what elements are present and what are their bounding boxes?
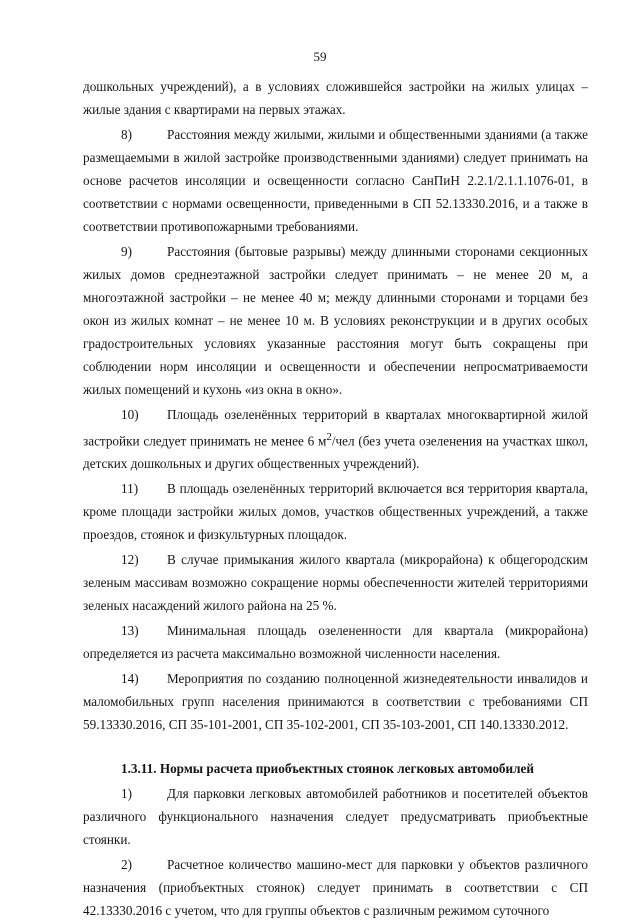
list-item-text-before: Площадь озеленённых территорий в кварталах многоквартирной жилой застройки следует принимать не менее 6 м	[83, 407, 588, 449]
section-list-item-1	[83, 782, 588, 851]
superscript: 2	[326, 431, 332, 443]
list-item-11	[83, 477, 588, 546]
list-item-number: 11)	[121, 481, 139, 497]
list-item-number: 1)	[121, 786, 132, 802]
list-item-number: 10)	[121, 407, 139, 422]
list-item-number: 13)	[121, 623, 139, 639]
list-item-9	[83, 240, 588, 401]
list-item-12	[83, 548, 588, 617]
list-item-number: 14)	[121, 671, 139, 687]
list-item-text: В случае примыкания жилого квартала (микрорайона) к общегородским зеленым массивам возможно сокращение нормы обеспеченности жителей территориями зеленых насаждений жилого района на 25 %.	[83, 552, 588, 614]
document-body	[83, 75, 588, 922]
continuation-paragraph: дошкольных учреждений), а в условиях сложившейся застройки на жилых улицах – жилые здания с квартирами на первых этажах.	[83, 79, 588, 117]
list-item-text: Для парковки легковых автомобилей работников и посетителей объектов различного функционального назначения следует предусматривать приобъектные стоянки.	[83, 786, 588, 848]
list-item-10	[83, 403, 588, 475]
list-item-number: 12)	[121, 552, 139, 568]
list-item-text: Расстояния между жилыми, жилыми и общественными зданиями (а также размещаемыми в жилой застройке производственными зданиями) следует принимать на основе расчетов инсоляции и освещенности согласно СанПиН 2.2.1/2.1.1.1076-01, в соответствии с нормами освещенности, приведенными в СП 52.13330.2016, и а также в соответствии противопожарными требованиями.	[83, 127, 588, 234]
section-heading: 1.3.11. Нормы расчета приобъектных стоянок легковых автомобилей	[121, 761, 534, 777]
list-item-text: Минимальная площадь озелененности для квартала (микрорайона) определяется из расчета максимально возможной численности населения.	[83, 623, 588, 662]
list-item-number: 9)	[121, 244, 132, 259]
list-item-number: 2)	[121, 857, 132, 873]
list-item-text: В площадь озеленённых территорий включается вся территория квартала, кроме площади застройки жилых домов, участков общественных учреждений, а также проездов, стоянок и физкультурных площадок.	[83, 481, 588, 543]
section-list-item-2	[83, 853, 588, 922]
list-item-14	[83, 667, 588, 736]
page-number: 59	[313, 49, 327, 64]
list-item-number: 8)	[121, 127, 132, 142]
list-item-text-after: /чел (без учета озеленения на участках школ, детских дошкольных и других общественных учреждений).	[83, 433, 588, 472]
list-item-13	[83, 619, 588, 665]
list-item-text: Расчетное количество машино-мест для парковки у объектов различного назначения (приобъектных стоянок) следует принимать в соответствии с СП 42.13330.2016 с учетом, что для группы объектов с различным режимом суточного	[83, 857, 588, 919]
list-item-text: Расстояния (бытовые разрывы) между длинными сторонами секционных жилых домов среднеэтажной застройки следует принимать – не менее 20 м, а многоэтажной застройки – не менее 40 м; между длинными сторонами и торцами без окон из жилых комнат – не менее 10 м. В условиях реконструкции и в других особых градостроительных условиях указанные расстояния могут быть сокращены при соблюдении норм инсоляции и освещенности и обеспечении непросматриваемости жилых помещений и кухонь «из окна в окно».	[83, 244, 588, 397]
list-item-text: Мероприятия по созданию полноценной жизнедеятельности инвалидов и маломобильных групп населения принимаются в соответствии с требованиями СП 59.13330.2016, СП 35-101-2001, СП 35-102-2001, СП 35-103-2001, СП 140.13330.2012.	[83, 671, 588, 733]
list-item-8	[83, 123, 588, 238]
